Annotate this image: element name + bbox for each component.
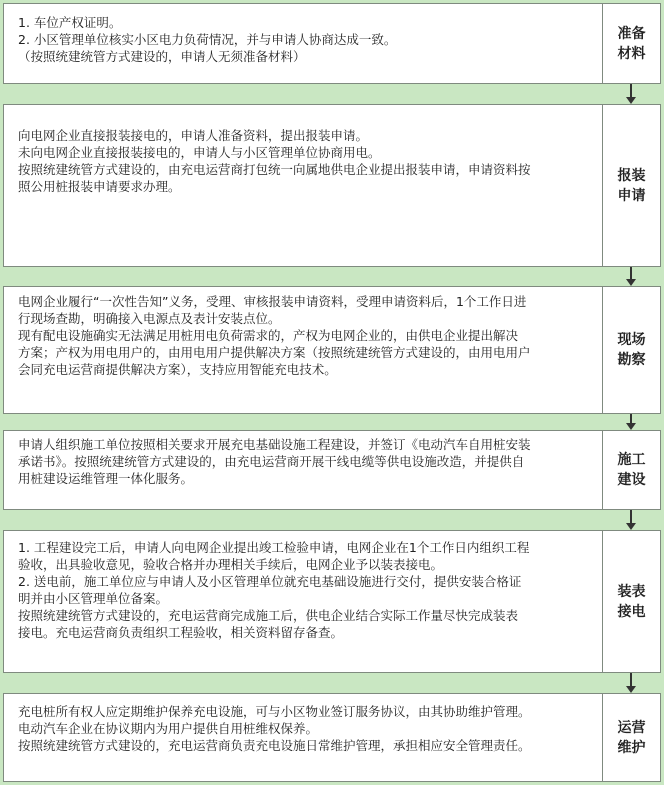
- step-line: 承诺书》。按照统建统管方式建设的，由充电运营商开展干线电缆等供电设施改造，并提供自: [18, 454, 525, 469]
- step-line: 照公用桩报装申请要求办理。: [18, 179, 181, 194]
- step-content: [4, 287, 602, 413]
- step-label: [602, 287, 660, 413]
- step-line: 2. 小区管理单位核实小区电力负荷情况，并与申请人协商达成一致。: [18, 32, 397, 47]
- step-box: [3, 286, 661, 414]
- arrow-down-icon: [626, 510, 636, 530]
- step-content: [4, 4, 602, 83]
- step-line: 明并由小区管理单位备案。: [18, 591, 169, 606]
- step-line: 1. 工程建设完工后，申请人向电网企业提出竣工检验申请，电网企业在1个工作日内组织工程: [18, 540, 530, 555]
- step-label: [602, 4, 660, 83]
- step-label-line: 运营: [617, 719, 646, 736]
- step-line: 现有配电设施确实无法满足用桩用电负荷需求的，产权为电网企业的，由供电企业提出解决: [18, 328, 519, 343]
- step-label-line: 报装: [617, 167, 646, 184]
- step-label-line: 维护: [617, 739, 646, 756]
- step-label: [602, 431, 660, 509]
- step-label: [602, 694, 660, 781]
- step-box: [3, 430, 661, 510]
- step-label-line: 现场: [617, 332, 646, 348]
- step-line: 按照统建统管方式建设的，充电运营商完成施工后，供电企业结合实际工作量尽快完成装表: [18, 608, 519, 623]
- step-line: 按照统建统管方式建设的，由充电运营商打包统一向属地供电企业提出报装申请，申请资料按: [18, 162, 531, 177]
- step-line: 电动汽车企业在协议期内为用户提供自用桩维权保养。: [18, 721, 319, 736]
- step-label: [602, 531, 660, 672]
- step-label-line: 勘察: [617, 352, 646, 368]
- step-box: [3, 104, 661, 267]
- step-line: 会同充电运营商提供解决方案），支持应用智能充电技术。: [18, 362, 337, 377]
- step-line: 接电。充电运营商负责组织工程验收，相关资料留存备查。: [18, 625, 344, 640]
- step-line: 用桩建设运维管理一体化服务。: [18, 471, 194, 486]
- step-line: 电网企业履行“一次性告知”义务，受理、审核报装申请资料，受理申请资料后，1个工作日进: [18, 294, 527, 309]
- step-line: （按照统建统管方式建设的，申请人无须准备材料）: [18, 49, 306, 64]
- step-content: [4, 105, 602, 266]
- step-line: 未向电网企业直接报装接电的，申请人与小区管理单位协商用电。: [18, 145, 381, 160]
- step-box: [3, 530, 661, 673]
- step-content: [4, 531, 602, 672]
- step-label-line: 准备: [617, 25, 646, 42]
- step-line: 行现场查勘，明确接入电源点及表计安装点位。: [18, 311, 281, 326]
- arrow-down-icon: [626, 267, 636, 286]
- step-content: [4, 431, 602, 509]
- step-line: 2. 送电前，施工单位应与申请人及小区管理单位就充电基础设施进行交付，提供安装合格证: [18, 574, 522, 589]
- step-label-line: 施工: [617, 452, 646, 468]
- step-line: 方案；产权为用电用户的，由用电用户提供解决方案（按照统建统管方式建设的，由用电用户: [18, 345, 531, 360]
- step-box: [3, 693, 661, 782]
- arrow-down-icon: [626, 84, 636, 104]
- step-label-line: 装表: [617, 583, 646, 600]
- step-box: [3, 3, 661, 84]
- step-label-line: 材料: [617, 45, 646, 62]
- step-label-line: 申请: [617, 187, 646, 204]
- step-label-line: 接电: [617, 603, 646, 620]
- step-label-line: 建设: [617, 472, 646, 488]
- step-line: 1. 车位产权证明。: [18, 15, 122, 30]
- step-line: 验收，出具验收意见，验收合格并办理相关手续后，电网企业予以装表接电。: [18, 557, 444, 572]
- step-label: [602, 105, 660, 266]
- step-content: [4, 694, 602, 781]
- step-line: 向电网企业直接报装接电的，申请人准备资料，提出报装申请。: [18, 128, 369, 143]
- arrow-down-icon: [626, 673, 636, 693]
- step-line: 充电桩所有权人应定期维护保养充电设施，可与小区物业签订服务协议，由其协助维护管理。: [18, 704, 531, 719]
- arrow-down-icon: [626, 414, 636, 430]
- step-line: 申请人组织施工单位按照相关要求开展充电基础设施工程建设，并签订《电动汽车自用桩安装: [18, 437, 531, 452]
- step-line: 按照统建统管方式建设的，充电运营商负责充电设施日常维护管理，承担相应安全管理责任。: [18, 738, 531, 753]
